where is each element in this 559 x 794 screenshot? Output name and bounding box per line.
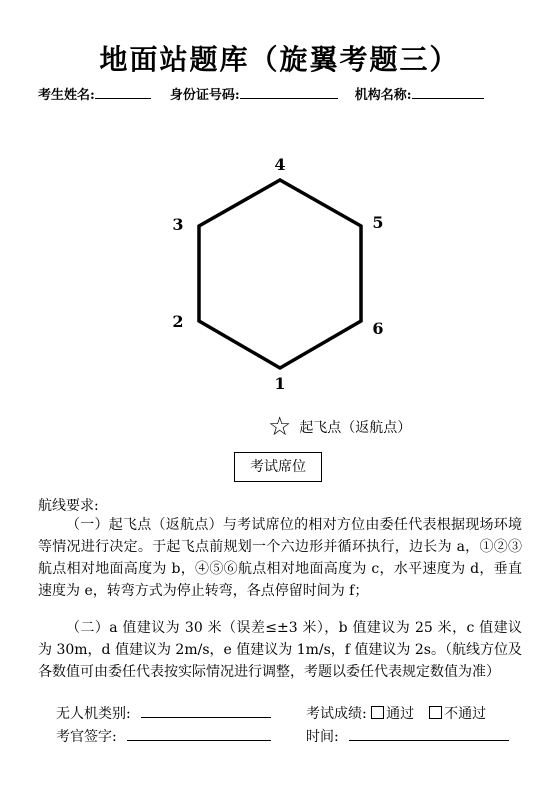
- exam-result-label: 考试成绩:: [306, 706, 367, 722]
- examiner-row: [56, 726, 271, 746]
- requirement-paragraph-2: [38, 617, 522, 683]
- vertex-label-4: 4: [274, 155, 286, 174]
- pass-checkbox[interactable]: [371, 706, 384, 719]
- uav-type-row: [56, 703, 271, 723]
- vertex-label-1: 1: [274, 374, 286, 393]
- requirement-paragraph-1: [38, 514, 522, 602]
- hexagon-route: [199, 180, 361, 368]
- vertex-label-2: 2: [172, 312, 184, 331]
- time-label: 时间:: [306, 729, 339, 745]
- exam-result-row: [306, 703, 486, 723]
- id-label: 身份证号码:: [169, 88, 240, 103]
- takeoff-legend-text: 起飞点（返航点）: [299, 420, 412, 436]
- exam-seat-box: 考试席位: [234, 452, 322, 482]
- pass-label: 通过: [386, 706, 415, 722]
- requirement-text-2: （二）a 值建议为 30 米（误差≤±3 米），b 值建议为 25 米，c 值建议为 30m，d 值建议为 2m/s，e 值建议为 1m/s，f 值建议为 2s。（航线方位及各数值可由委任代表按实际情况进行调整，考题以委任代表规定数值为准）: [38, 620, 522, 680]
- page-title: 地面站题库（旋翼考题三）: [99, 43, 460, 76]
- examiner-signature-blank[interactable]: [127, 727, 271, 741]
- examiner-signature-label: 考官签字:: [56, 729, 117, 745]
- star-icon: ☆: [268, 412, 292, 442]
- fail-label: 不通过: [444, 706, 487, 722]
- org-label: 机构名称:: [354, 88, 412, 103]
- requirement-text-1: （一）起飞点（返航点）与考试席位的相对方位由委任代表根据现场环境等情况进行决定。于起飞点前规划一个六边形并循环执行，边长为 a，①②③航点相对地面高度为 b，④⑤⑥航点相对地面高度为 c，水平速度为 d，垂直速度为 e，转弯方式为停止转弯，各点停留时间为 f；: [38, 517, 522, 599]
- name-label: 考生姓名:: [38, 88, 95, 103]
- time-blank[interactable]: [349, 727, 509, 741]
- vertex-label-6: 6: [372, 319, 384, 338]
- uav-type-label: 无人机类别:: [56, 706, 131, 722]
- fail-checkbox[interactable]: [429, 706, 442, 719]
- requirements-heading: 航线要求:: [38, 498, 99, 514]
- vertex-label-3: 3: [172, 215, 184, 234]
- uav-type-blank[interactable]: [141, 704, 271, 718]
- vertex-label-5: 5: [372, 213, 384, 232]
- time-row: [306, 726, 509, 746]
- takeoff-legend: [268, 414, 411, 440]
